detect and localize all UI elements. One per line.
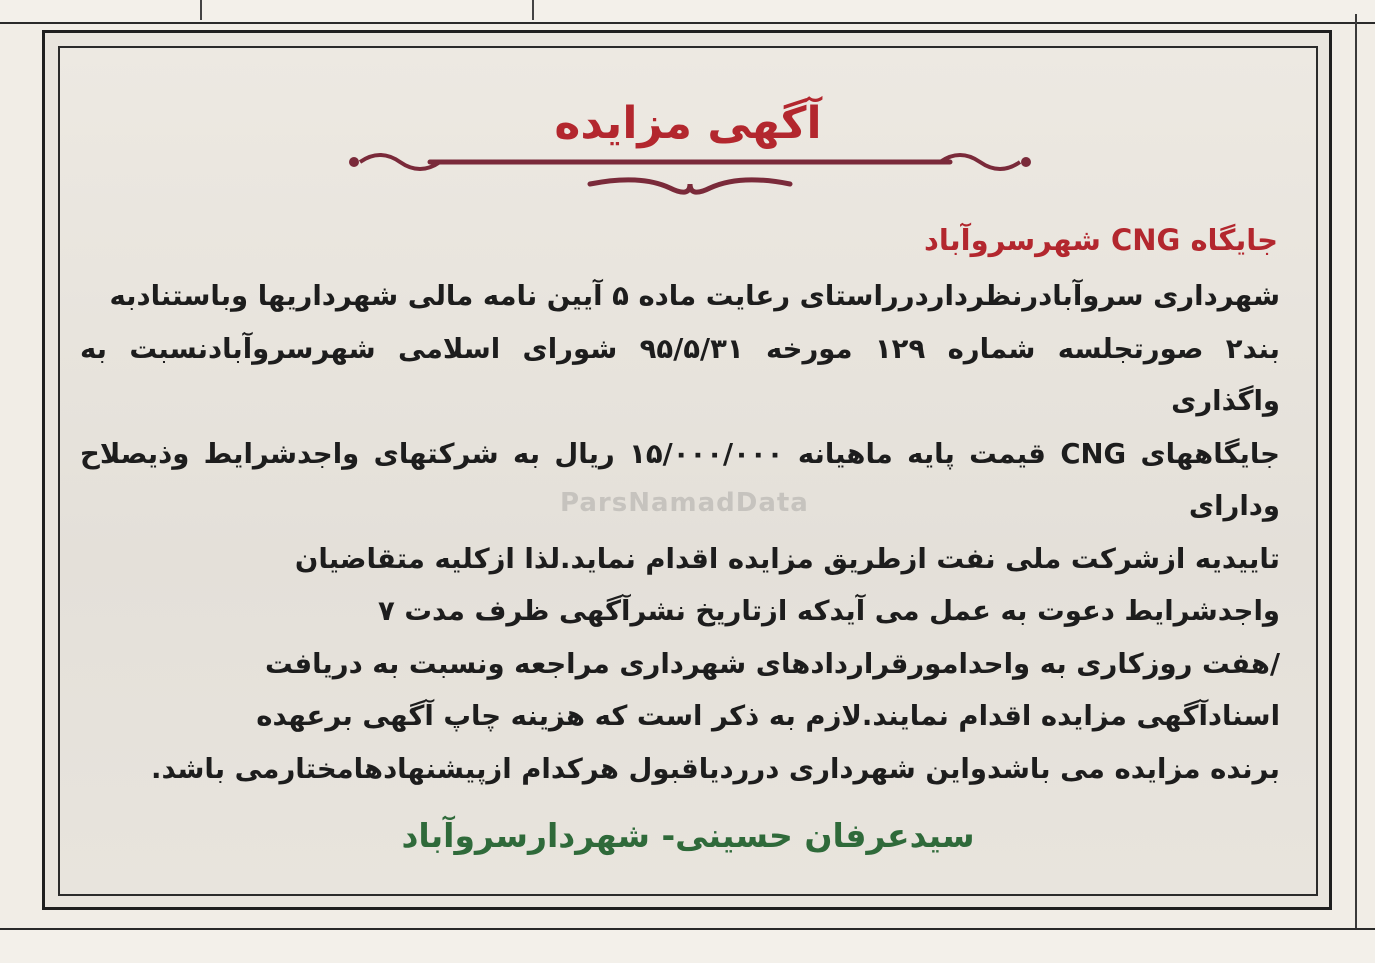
body-line: شهرداری سروآبادرنظرداردرراستای رعایت ماده ۵ آیین نامه مالی شهرداریها وباستنادبه bbox=[109, 280, 1280, 312]
notice-title: آگهی مزایده bbox=[554, 98, 822, 149]
watermark: ParsNamadData bbox=[560, 488, 809, 518]
body-line: جایگاههای CNG قیمت پایه ماهیانه ۱۵/۰۰۰/۰۰۰ ریال به شرکتهای واجدشرایط وذیصلاح ودارای bbox=[80, 437, 1280, 522]
notice-box bbox=[58, 46, 1318, 896]
newspaper-bottom-strip bbox=[0, 928, 1375, 963]
body-line: تاییدیه ازشرکت ملی نفت ازطریق مزایده اقدام نماید.لذا ازکلیه متقاضیان bbox=[294, 542, 1280, 575]
notice-body bbox=[80, 270, 1280, 795]
body-line: واجدشرایط دعوت به عمل می آیدکه ازتاریخ نشرآگهی ظرف مدت ۷ bbox=[377, 595, 1280, 627]
column-rule bbox=[1355, 14, 1357, 929]
notice-subtitle: جایگاه CNG شهرسروآباد bbox=[923, 223, 1278, 257]
body-line: برنده مزایده می باشدواین شهرداری درردیاقبول هرکدام ازپیشنهادهامختارمی باشد. bbox=[151, 752, 1280, 785]
body-line: بند۲ صورتجلسه شماره ۱۲۹ مورخه ۹۵/۵/۳۱ شورای اسلامی شهرسروآبادنسبت به واگذاری bbox=[80, 332, 1280, 417]
adjacent-column-fragment bbox=[200, 0, 534, 20]
body-line: اسنادآگهی مزایده اقدام نمایند.لازم به ذکر است که هزینه چاپ آگهی برعهده bbox=[256, 700, 1280, 732]
body-line: /هفت روزکاری به واحدامورقراردادهای شهرداری مراجعه ونسبت به دریافت bbox=[264, 647, 1280, 680]
newspaper-top-strip bbox=[0, 0, 1375, 24]
decorative-divider-icon bbox=[340, 148, 1040, 208]
notice-signature: سیدعرفان حسینی- شهردارسروآباد bbox=[401, 816, 975, 855]
